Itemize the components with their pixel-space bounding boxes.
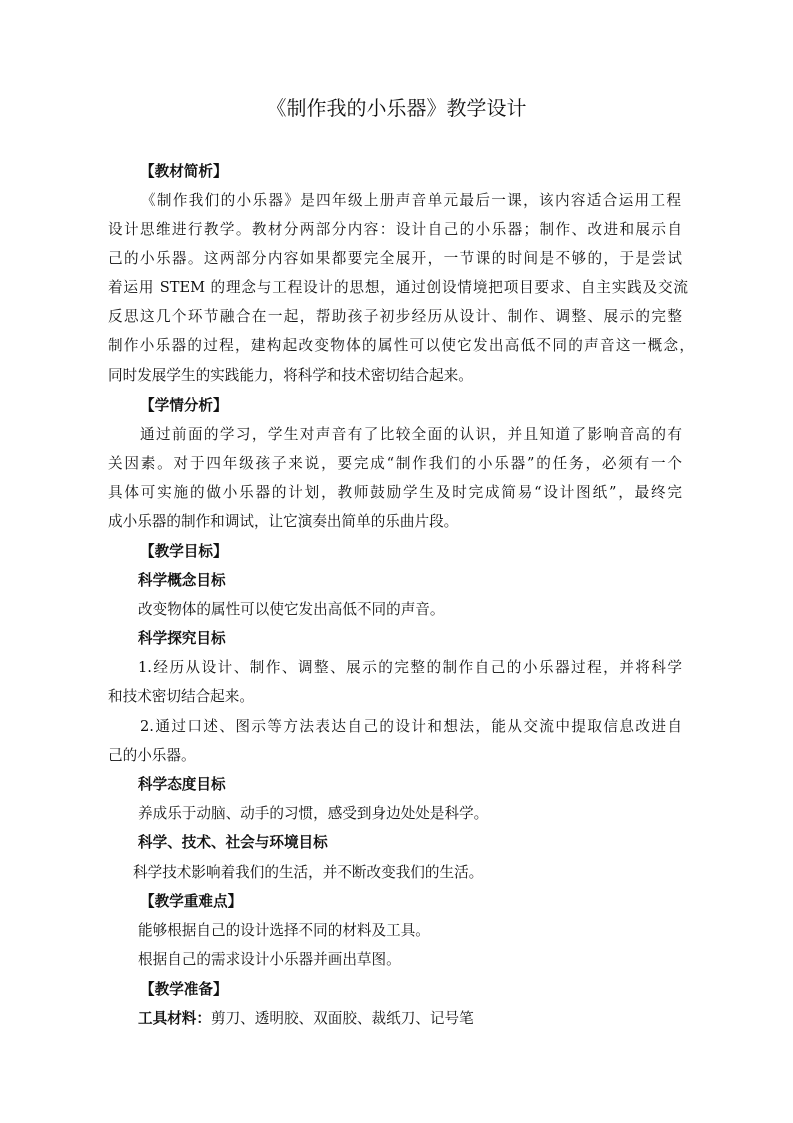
subheading-sts: 科学、技术、社会与环境目标 [138,834,328,851]
paragraph-line: 己的小乐器。 [108,747,196,764]
paragraph-line: 根据自己的需求设计小乐器并画出草图。 [138,951,401,968]
paragraph-line: 制作小乐器的过程，建构起改变物体的属性可以使它发出高低不同的声音这一概念， [108,337,694,354]
subheading-attitude: 科学态度目标 [138,776,226,793]
section-heading-students: 【学情分析】 [140,397,228,414]
prep-text: 剪刀、透明胶、双面胶、裁纸刀、记号笔 [210,1010,474,1027]
page-title: 《制作我的小乐器》教学设计 [266,96,527,120]
paragraph-line: 反思这几个环节融合在一起，帮助孩子初步经历从设计、制作、调整、展示的完整 [108,308,682,325]
prep-label: 工具材料： [138,1010,211,1027]
paragraph-line: 己的小乐器。这两部分内容如果都要完全展开，一节课的时间是不够的，于是尝试 [108,250,682,267]
paragraph-line: 和技术密切结合起来。 [108,688,254,705]
paragraph-line: 具体可实施的做小乐器的计划，教师鼓励学生及时完成简易“设计图纸”，最终完 [108,484,682,501]
paragraph-line: 成小乐器的制作和调试，让它演奏出简单的乐曲片段。 [108,513,459,530]
section-heading-prep: 【教学准备】 [140,981,228,998]
paragraph-line: 1.经历从设计、制作、调整、展示的完整的制作自己的小乐器过程，并将科学 [138,659,682,676]
paragraph-line: 通过前面的学习，学生对声音有了比较全面的认识，并且知道了影响音高的有 [140,426,682,443]
paragraph-line: 养成乐于动脑、动手的习惯，感受到身边处处是科学。 [138,805,489,822]
paragraph-line: 同时发展学生的实践能力，将科学和技术密切结合起来。 [108,367,473,384]
paragraph-line: 改变物体的属性可以使它发出高低不同的声音。 [138,601,445,618]
paragraph-line: 着运用 STEM 的理念与工程设计的思想，通过创设情境把项目要求、自主实践及交流 [108,279,688,296]
section-heading-keypoints: 【教学重难点】 [140,893,243,910]
subheading-concept: 科学概念目标 [138,572,226,589]
paragraph-line: 能够根据自己的设计选择不同的材料及工具。 [138,922,430,939]
paragraph-line: 2.通过口述、图示等方法表达自己的设计和想法，能从交流中提取信息改进自 [140,718,682,735]
subheading-inquiry: 科学探究目标 [138,630,226,647]
paragraph-line: 《制作我们的小乐器》是四年级上册声音单元最后一课，该内容适合运用工程 [141,192,681,209]
prep-line [138,1009,738,1029]
paragraph-line: 关因素。对于四年级孩子来说，要完成“制作我们的小乐器”的任务，必须有一个 [108,455,682,472]
paragraph-line: 设计思维进行教学。教材分两部分内容：设计自己的小乐器；制作、改进和展示自 [108,221,682,238]
section-heading-goals: 【教学目标】 [140,543,228,560]
paragraph-line: 科学技术影响着我们的生活，并不断改变我们的生活。 [133,864,484,881]
section-heading-textbook: 【教材简析】 [140,163,228,180]
